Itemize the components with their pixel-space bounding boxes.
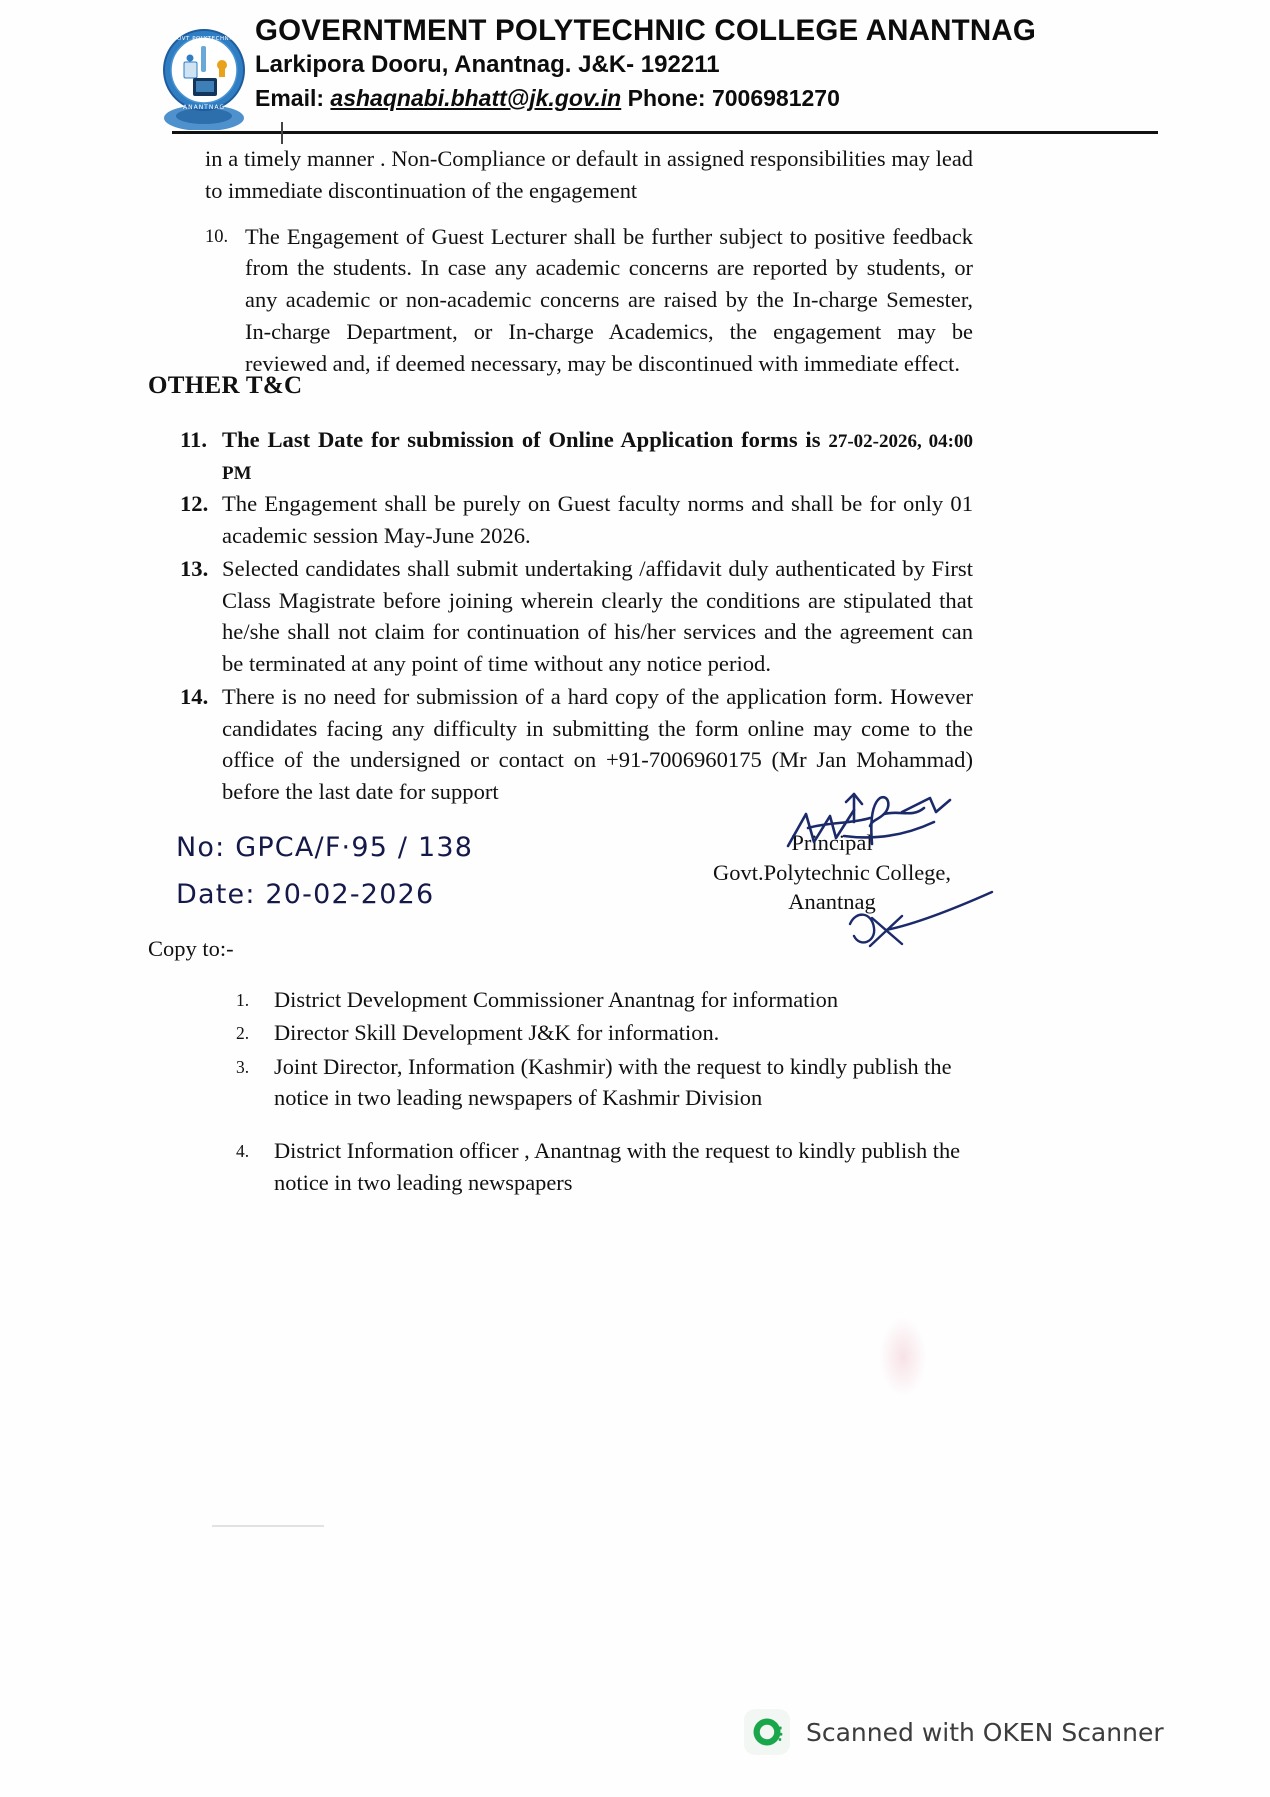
copy-item-3-text: Joint Director, Information (Kashmir) with the request to kindly publish the notice in two leading newspapers of Kashmir Division xyxy=(274,1053,952,1111)
reference-block xyxy=(176,832,473,926)
term-item-13 xyxy=(180,553,973,680)
continued-paragraph: in a timely manner . Non-Compliance or default in assigned responsibilities may lead to immediate discontinuation of the engagement xyxy=(205,146,973,203)
section-heading-other-tc: OTHER T&C xyxy=(148,372,303,399)
signature-block xyxy=(686,828,978,917)
scan-artifact-smudge xyxy=(880,1318,926,1396)
reference-date: Date: 20-02-2026 xyxy=(176,879,435,910)
letterhead xyxy=(160,14,1160,136)
copy-to-label: Copy to:- xyxy=(148,936,234,961)
svg-text:ANANTNAG: ANANTNAG xyxy=(183,104,225,111)
clause-10 xyxy=(205,221,973,380)
term-11-deadline: 27-02-2026, 04:00 PM xyxy=(222,431,974,484)
college-emblem-icon xyxy=(160,18,248,130)
scanner-watermark xyxy=(744,1709,1164,1755)
term-11-text: The Last Date for submission of Online Application forms is xyxy=(222,427,829,452)
header-divider xyxy=(172,131,1158,134)
copy-item-4-number: 4. xyxy=(236,1141,250,1162)
term-12-text: The Engagement shall be purely on Guest faculty norms and shall be for only 01 academic session May-June 2026. xyxy=(222,491,973,549)
copy-list-item-2 xyxy=(236,1017,996,1048)
copy-list-item-4 xyxy=(236,1135,996,1198)
term-item-12 xyxy=(180,488,973,551)
terms-list xyxy=(180,424,973,809)
term-13-number: 13. xyxy=(180,555,209,581)
signature-office-line1: Govt.Polytechnic College, xyxy=(712,859,952,885)
copy-item-1-text: District Development Commissioner Anantnag for information xyxy=(274,987,839,1012)
copy-list-item-1 xyxy=(236,984,996,1015)
phone-number: 7006981270 xyxy=(711,84,840,111)
signature-office-line2: Anantnag xyxy=(788,889,876,915)
copy-item-2-number: 2. xyxy=(236,1023,250,1044)
copy-item-3-number: 3. xyxy=(236,1056,250,1077)
copy-list-item-3 xyxy=(236,1051,996,1114)
term-item-11 xyxy=(180,424,973,487)
reference-number: No: GPCA/F·95 / 138 xyxy=(176,832,474,863)
email-address[interactable]: ashaqnabi.bhatt@jk.gov.in xyxy=(330,84,622,111)
copy-to-list xyxy=(236,984,996,1200)
clause-10-number: 10. xyxy=(205,226,229,247)
scanner-watermark-text: Scanned with OKEN Scanner xyxy=(806,1717,1164,1747)
college-address: Larkipora Dooru, Anantnag. J&K- 192211 xyxy=(255,51,720,79)
college-contact xyxy=(255,84,1036,114)
oken-scanner-logo-icon xyxy=(744,1709,790,1755)
term-11-number: 11. xyxy=(180,427,207,452)
body-text xyxy=(205,143,973,386)
copy-item-2-text: Director Skill Development J&K for information. xyxy=(274,1020,720,1046)
term-14-text: There is no need for submission of a hard copy of the application form. However candidates facing any difficulty in submitting the form online may come to the office of the undersigned or contact on +91-7006960175 (Mr Jan Mohammad) before the last date for support xyxy=(222,683,973,805)
term-item-14 xyxy=(180,681,973,808)
letterhead-text xyxy=(255,14,1036,114)
college-title: GOVERNTMENT POLYTECHNIC COLLEGE ANANTNAG xyxy=(255,14,1037,47)
scan-artifact-line xyxy=(212,1525,324,1527)
svg-text:GOVT POLYTECHNIC: GOVT POLYTECHNIC xyxy=(172,36,236,42)
header-divider-tick xyxy=(281,122,283,144)
signature-designation: Principal xyxy=(791,830,873,855)
copy-item-1-number: 1. xyxy=(236,990,250,1010)
copy-item-4-text: District Information officer , Anantnag with the request to kindly publish the notice in two leading newspapers xyxy=(274,1138,961,1195)
term-14-number: 14. xyxy=(180,683,209,709)
term-12-number: 12. xyxy=(180,491,209,517)
clause-10-text: The Engagement of Guest Lecturer shall be further subject to positive feedback from the students. In case any academic concerns are reported by students, or any academic or non-academic concerns are raised by the In-charge Semester, In-charge Department, or In-charge Academics, the engagement may be reviewed and, if deemed necessary, may be discontinued with immediate effect. xyxy=(245,223,973,376)
phone-label: Phone: xyxy=(627,84,706,111)
email-label: Email: xyxy=(255,84,325,111)
term-13-text: Selected candidates shall submit undertaking /affidavit duly authenticated by First Class Magistrate before joining wherein clearly the conditions are stipulated that he/she shall not claim for continuation of his/her services and the agreement can be terminated at any point of time without any notice period. xyxy=(222,555,973,677)
